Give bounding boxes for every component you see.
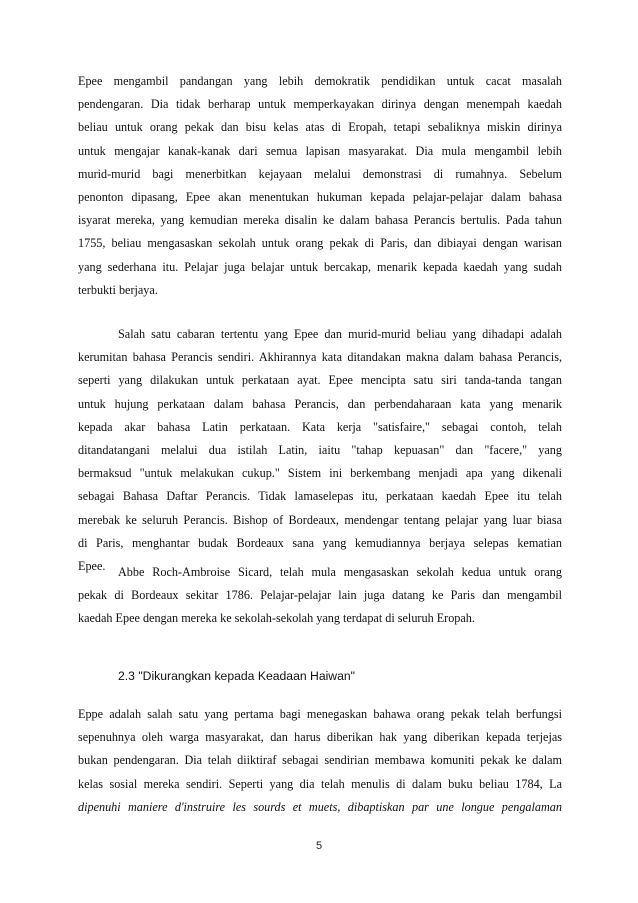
text-line: bermaksud "untuk melakukan cukup." Sistem ini berkembang menjadi apa yang dikenali	[78, 466, 562, 481]
text-line: untuk hujung perkataan dalam bahasa Perancis, dan perbendaharaan kata yang menarik	[78, 396, 562, 411]
text-line: ditandatangani melalui dua istilah Latin, iaitu "tahap kepuasan" dan "facere," yang	[78, 443, 562, 458]
text-line: untuk mengajar kanak-kanak dari semua lapisan masyarakat. Dia mula mengambil lebih	[78, 143, 562, 158]
text-line: sebagai Bahasa Daftar Perancis. Tidak lamaselepas itu, perkataan kaedah Epee itu telah	[78, 489, 562, 504]
text-line: penonton dipasang, Epee akan menentukan hukuman kepada pelajar-pelajar dalam bahasa	[78, 190, 562, 205]
paragraph-2	[78, 323, 562, 578]
text-line: Salah satu cabaran tertentu yang Epee dan murid-murid beliau yang dihadapi adalah	[118, 327, 562, 341]
text-line: dipenuhi maniere d'instruire les sourds et muets, dibaptiskan par une longue pengalaman	[78, 799, 562, 814]
text-line: sepenuhnya oleh warga masyarakat, dan harus diberikan hak yang diberikan kepada terjejas	[78, 730, 562, 745]
paragraph-4	[78, 703, 562, 819]
text-line: 1755, beliau mengasaskan sekolah untuk orang pekak di Paris, dan dibiayai dengan warisan	[78, 236, 562, 251]
text-line: kerumitan bahasa Perancis sendiri. Akhirannya kata ditandakan makna dalam bahasa Perancis,	[78, 350, 562, 365]
text-line: seperti yang dilakukan untuk perkataan ayat. Epee mencipta satu siri tanda-tanda tangan	[78, 373, 562, 388]
text-line: merebak ke seluruh Perancis. Bishop of Bordeaux, mendengar tentang pelajar yang luar biasa	[78, 512, 562, 527]
text-line: Epee.	[78, 559, 106, 574]
text-line: Epee mengambil pandangan yang lebih demokratik pendidikan untuk cacat masalah	[78, 74, 562, 88]
text-line: kepada akar bahasa Latin perkataan. Kata kerja "satisfaire," sebagai contoh, telah	[78, 419, 562, 434]
text-line: yang sederhana itu. Pelajar juga belajar untuk bercakap, menarik kepada kaedah yang sudah	[78, 259, 562, 274]
paragraph-1	[78, 70, 562, 302]
paragraph-3	[78, 561, 562, 631]
text-line: bukan pendengaran. Dia telah diiktiraf sebagai sendirian membawa komuniti pekak ke dalam	[78, 753, 562, 768]
text-line: murid-murid bagi menerbitkan kejayaan melalui demonstrasi di rumahnya. Sebelum	[78, 166, 562, 181]
text-line: di Paris, menghantar budak Bordeaux sana yang kemudiannya berjaya selepas kematian	[78, 535, 562, 550]
text-line: pekak di Bordeaux sekitar 1786. Pelajar-pelajar lain juga datang ke Paris dan mengambil	[78, 588, 562, 603]
text-line: Eppe adalah salah satu yang pertama bagi menegaskan bahawa orang pekak telah berfungsi	[78, 707, 562, 721]
text-line: beliau untuk orang pekak dan bisu kelas atas di Eropah, tetapi sebaliknya miskin dirinya	[78, 120, 562, 135]
text-line: kelas sosial mereka sendiri. Seperti yang dia telah menulis di dalam buku beliau 1784, La	[78, 776, 562, 791]
section-heading: 2.3 "Dikurangkan kepada Keadaan Haiwan"	[118, 669, 355, 683]
text-line: isyarat mereka, yang kemudian mereka disalin ke dalam bahasa Perancis bertulis. Pada tahun	[78, 213, 562, 228]
page-number: 5	[315, 840, 323, 852]
text-line: kaedah Epee dengan mereka ke sekolah-sekolah yang terdapat di seluruh Eropah.	[78, 611, 475, 626]
text-line: pendengaran. Dia tidak berharap untuk memperkayakan dirinya dengan menempah kaedah	[78, 97, 562, 112]
text-line: Abbe Roch-Ambroise Sicard, telah mula mengasaskan sekolah kedua untuk orang	[118, 565, 562, 579]
text-line: terbukti berjaya.	[78, 282, 158, 297]
